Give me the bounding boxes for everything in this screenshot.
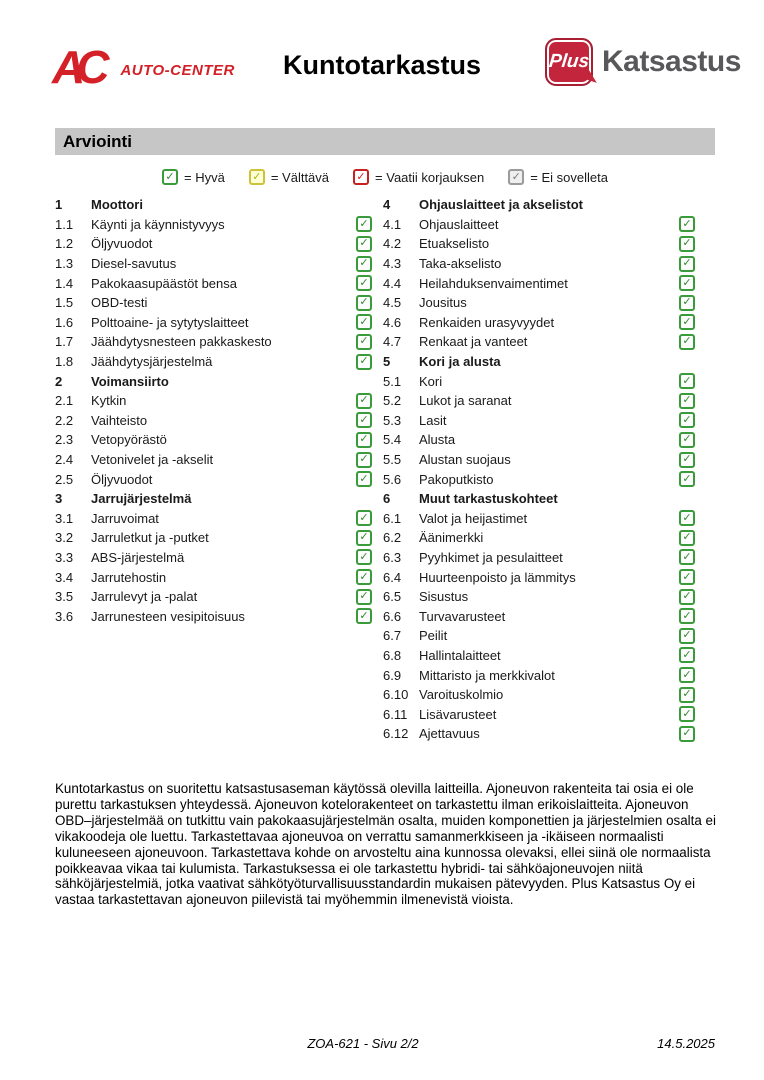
section-title: Moottori bbox=[91, 197, 143, 213]
section-heading-bar bbox=[55, 128, 715, 155]
item-number: 6.11 bbox=[383, 706, 408, 722]
item-number: 1.3 bbox=[55, 256, 74, 272]
status-checkbox-good: ✓ bbox=[679, 608, 695, 624]
checklist-item bbox=[383, 528, 715, 548]
checklist-item bbox=[383, 685, 715, 705]
checklist-item bbox=[383, 450, 715, 470]
status-checkbox-good: ✓ bbox=[356, 216, 372, 232]
legend-item-fair bbox=[249, 169, 329, 185]
item-number: 6.2 bbox=[383, 530, 402, 546]
plus-katsastus-logo bbox=[545, 38, 741, 86]
na-checkbox-icon: ✓ bbox=[508, 169, 524, 185]
status-checkbox-good: ✓ bbox=[679, 295, 695, 311]
checklist-item bbox=[55, 293, 372, 313]
item-label: Alustan suojaus bbox=[419, 452, 511, 468]
item-label: Varoituskolmio bbox=[419, 687, 504, 703]
item-number: 4.3 bbox=[383, 256, 402, 272]
checklist-item bbox=[383, 646, 715, 666]
plus-badge-text: Plus bbox=[547, 51, 591, 72]
item-label: Vaihteisto bbox=[91, 412, 148, 428]
item-label: Jarrutehostin bbox=[91, 569, 167, 585]
status-checkbox-good: ✓ bbox=[679, 549, 695, 565]
item-label: Renkaiden urasyvyydet bbox=[419, 314, 555, 330]
status-checkbox-good: ✓ bbox=[679, 628, 695, 644]
item-label: Polttoaine- ja sytytyslaitteet bbox=[91, 314, 249, 330]
checklist-item bbox=[55, 254, 372, 274]
item-number: 6.3 bbox=[383, 549, 402, 565]
checklist-item bbox=[383, 313, 715, 333]
footer-date: 14.5.2025 bbox=[657, 1036, 715, 1051]
checklist-item bbox=[383, 665, 715, 685]
status-checkbox-good: ✓ bbox=[356, 589, 372, 605]
item-number: 5.3 bbox=[383, 412, 402, 428]
checklist-item bbox=[55, 606, 372, 626]
item-label: Heilahduksenvaimentimet bbox=[419, 275, 568, 291]
status-checkbox-good: ✓ bbox=[679, 275, 695, 291]
status-checkbox-good: ✓ bbox=[679, 236, 695, 252]
section-title: Muut tarkastuskohteet bbox=[419, 491, 558, 507]
checklist-item bbox=[55, 528, 372, 548]
checklist-column-right bbox=[383, 195, 715, 744]
item-number: 6.7 bbox=[383, 628, 402, 644]
checklist-item bbox=[383, 509, 715, 529]
disclaimer-text: Kuntotarkastus on suoritettu katsastusaseman käytössä olevilla laitteilla. Ajoneuvon rakenteita tai osia ei ole purettu tarkastuksen yhteydessä. Ajoneuvon kotelorakenteet on tarkastettu ilman erikoislaitteita. Ajoneuvon OBD–järjestelmää on tutkittu vain pakokaasujärjestelmän osalta, muiden komponettien ja järjestelmien osalta ei vikakoodeja ole luettu. Tarkastettavaa ajoneuvoa on verrattu samanmerkkiseen ja -ikäiseen normaalisti kuluneeseen ajoneuvoon. Tarkastettava kohde on arvosteltu aina kunnossa olevaksi, ellei siinä ole normaalista poikkeavaa vikaa tai kulumista. Tarkastuksessa ei ole tarkastettu hybridi- tai sähköajoneuvojen niitä sähköjärjestelmiä, jotka vaativat sähkötyöturvallisuusstandardin mukaisen pätevyyden. Plus Katsastus Oy ei vastaa tarkastettavan ajoneuvon piilevistä tai myöhemmin ilmenevistä vioista. bbox=[55, 781, 716, 908]
item-label: Ohjauslaitteet bbox=[419, 216, 499, 232]
item-label: Lisävarusteet bbox=[419, 706, 497, 722]
item-label: Renkaat ja vanteet bbox=[419, 334, 528, 350]
item-label: Jäähdytysnesteen pakkaskesto bbox=[91, 334, 272, 350]
item-label: Hallintalaitteet bbox=[419, 647, 501, 663]
item-label: Diesel-savutus bbox=[91, 256, 177, 272]
status-checkbox-good: ✓ bbox=[679, 510, 695, 526]
section-heading: Arviointi bbox=[63, 131, 132, 151]
status-checkbox-good: ✓ bbox=[679, 471, 695, 487]
status-checkbox-good: ✓ bbox=[356, 412, 372, 428]
item-label: Jousitus bbox=[419, 295, 467, 311]
item-number: 4.2 bbox=[383, 236, 402, 252]
item-label: Etuakselisto bbox=[419, 236, 490, 252]
item-number: 4.5 bbox=[383, 295, 402, 311]
status-checkbox-good: ✓ bbox=[356, 275, 372, 291]
item-label: Sisustus bbox=[419, 589, 469, 605]
checklist-section-header bbox=[55, 489, 372, 509]
section-number: 3 bbox=[55, 491, 63, 507]
item-number: 1.4 bbox=[55, 275, 74, 291]
item-label: Taka-akselisto bbox=[419, 256, 502, 272]
item-number: 3.3 bbox=[55, 549, 74, 565]
checklist-item bbox=[55, 587, 372, 607]
item-number: 4.1 bbox=[383, 216, 402, 232]
item-number: 2.2 bbox=[55, 412, 74, 428]
checklist-item bbox=[383, 567, 715, 587]
status-checkbox-good: ✓ bbox=[679, 432, 695, 448]
plus-katsastus-logo-name: Katsastus bbox=[602, 45, 741, 78]
item-label: Pakoputkisto bbox=[419, 471, 494, 487]
section-number: 6 bbox=[383, 491, 391, 507]
item-number: 5.6 bbox=[383, 471, 402, 487]
section-number: 2 bbox=[55, 373, 63, 389]
item-number: 5.5 bbox=[383, 452, 402, 468]
legend-item-repair bbox=[353, 169, 484, 185]
status-checkbox-good: ✓ bbox=[679, 706, 695, 722]
status-checkbox-good: ✓ bbox=[356, 432, 372, 448]
legend-item-good bbox=[162, 169, 225, 185]
status-checkbox-good: ✓ bbox=[356, 569, 372, 585]
item-label: Jarrunesteen vesipitoisuus bbox=[91, 608, 245, 624]
item-number: 6.10 bbox=[383, 687, 409, 703]
item-number: 4.7 bbox=[383, 334, 402, 350]
status-checkbox-good: ✓ bbox=[679, 412, 695, 428]
checklist-item bbox=[383, 391, 715, 411]
item-label: Lukot ja saranat bbox=[419, 393, 512, 409]
status-checkbox-good: ✓ bbox=[679, 530, 695, 546]
checklist-item bbox=[55, 332, 372, 352]
item-number: 2.5 bbox=[55, 471, 74, 487]
item-label: Valot ja heijastimet bbox=[419, 510, 528, 526]
legend-label: = Vaatii korjauksen bbox=[375, 169, 485, 185]
item-label: OBD-testi bbox=[91, 295, 148, 311]
checklist-section-header bbox=[383, 352, 715, 372]
checklist-item bbox=[55, 352, 372, 372]
item-number: 1.7 bbox=[55, 334, 74, 350]
item-label: Ajettavuus bbox=[419, 726, 480, 742]
section-number: 4 bbox=[383, 197, 391, 213]
checklist-item bbox=[383, 411, 715, 431]
status-checkbox-good: ✓ bbox=[679, 452, 695, 468]
item-label: Äänimerkki bbox=[419, 530, 484, 546]
status-checkbox-good: ✓ bbox=[679, 334, 695, 350]
repair-checkbox-icon: ✓ bbox=[353, 169, 369, 185]
checklist-item bbox=[55, 313, 372, 333]
item-label: Kytkin bbox=[91, 393, 127, 409]
item-number: 6.8 bbox=[383, 647, 402, 663]
item-number: 2.4 bbox=[55, 452, 74, 468]
item-number: 6.5 bbox=[383, 589, 402, 605]
status-checkbox-good: ✓ bbox=[679, 726, 695, 742]
checklist-item bbox=[55, 567, 372, 587]
item-number: 1.8 bbox=[55, 354, 74, 370]
checklist-item bbox=[383, 254, 715, 274]
status-checkbox-good: ✓ bbox=[679, 647, 695, 663]
item-number: 6.4 bbox=[383, 569, 402, 585]
section-number: 1 bbox=[55, 197, 63, 213]
status-checkbox-good: ✓ bbox=[679, 216, 695, 232]
status-checkbox-good: ✓ bbox=[356, 314, 372, 330]
checklist bbox=[55, 195, 715, 744]
checklist-item bbox=[383, 606, 715, 626]
checklist-section-header bbox=[383, 195, 715, 215]
item-number: 5.2 bbox=[383, 393, 402, 409]
item-label: ABS-järjestelmä bbox=[91, 549, 185, 565]
checklist-item bbox=[383, 469, 715, 489]
legend-label: = Hyvä bbox=[184, 169, 225, 185]
auto-center-logo-name: AUTO-CENTER bbox=[120, 61, 235, 79]
item-label: Pyyhkimet ja pesulaitteet bbox=[419, 549, 563, 565]
item-label: Käynti ja käynnistyvyys bbox=[91, 216, 225, 232]
checklist-item bbox=[55, 548, 372, 568]
page-title: Kuntotarkastus bbox=[282, 50, 482, 80]
item-label: Huurteenpoisto ja lämmitys bbox=[419, 569, 576, 585]
item-label: Öljyvuodot bbox=[91, 471, 153, 487]
item-number: 3.6 bbox=[55, 608, 74, 624]
item-label: Öljyvuodot bbox=[91, 236, 153, 252]
section-title: Ohjauslaitteet ja akselistot bbox=[419, 197, 584, 213]
status-checkbox-good: ✓ bbox=[356, 236, 372, 252]
item-label: Jarruletkut ja -putket bbox=[91, 530, 209, 546]
footer-page-info: ZOA-621 - Sivu 2/2 bbox=[307, 1036, 419, 1051]
item-number: 1.1 bbox=[55, 216, 74, 232]
item-label: Alusta bbox=[419, 432, 456, 448]
checklist-item bbox=[55, 234, 372, 254]
status-checkbox-good: ✓ bbox=[356, 549, 372, 565]
section-title: Jarrujärjestelmä bbox=[91, 491, 192, 507]
checklist-item bbox=[55, 391, 372, 411]
item-number: 6.1 bbox=[383, 510, 402, 526]
item-label: Turvavarusteet bbox=[419, 608, 506, 624]
checklist-item bbox=[55, 215, 372, 235]
status-checkbox-good: ✓ bbox=[679, 393, 695, 409]
checklist-column-left bbox=[55, 195, 372, 744]
item-label: Peilit bbox=[419, 628, 448, 644]
item-label: Vetopyörästö bbox=[91, 432, 167, 448]
status-checkbox-good: ✓ bbox=[356, 334, 372, 350]
item-number: 6.12 bbox=[383, 726, 409, 742]
good-checkbox-icon: ✓ bbox=[162, 169, 178, 185]
checklist-item bbox=[383, 430, 715, 450]
status-checkbox-good: ✓ bbox=[356, 510, 372, 526]
status-checkbox-good: ✓ bbox=[356, 608, 372, 624]
status-checkbox-good: ✓ bbox=[679, 569, 695, 585]
status-checkbox-good: ✓ bbox=[356, 530, 372, 546]
item-number: 3.5 bbox=[55, 589, 74, 605]
checklist-item bbox=[55, 450, 372, 470]
checklist-item bbox=[383, 724, 715, 744]
legend-label: = Ei sovelleta bbox=[530, 169, 608, 185]
item-label: Vetonivelet ja -akselit bbox=[91, 452, 214, 468]
item-number: 6.6 bbox=[383, 608, 402, 624]
item-number: 1.5 bbox=[55, 295, 74, 311]
status-checkbox-good: ✓ bbox=[679, 667, 695, 683]
status-checkbox-good: ✓ bbox=[356, 452, 372, 468]
section-title: Voimansiirto bbox=[91, 373, 169, 389]
plus-badge-icon bbox=[545, 38, 593, 86]
item-number: 3.1 bbox=[55, 510, 74, 526]
status-checkbox-good: ✓ bbox=[679, 687, 695, 703]
checklist-section-header bbox=[383, 489, 715, 509]
checklist-item bbox=[383, 215, 715, 235]
item-label: Kori bbox=[419, 373, 443, 389]
section-title: Kori ja alusta bbox=[419, 354, 501, 370]
checklist-item bbox=[383, 234, 715, 254]
auto-center-logo-mark: AC bbox=[52, 41, 101, 93]
legend-item-na bbox=[508, 169, 608, 185]
item-number: 5.1 bbox=[383, 373, 402, 389]
checklist-item bbox=[55, 430, 372, 450]
checklist-item bbox=[383, 371, 715, 391]
item-number: 6.9 bbox=[383, 667, 402, 683]
status-checkbox-good: ✓ bbox=[679, 256, 695, 272]
item-number: 4.4 bbox=[383, 275, 402, 291]
item-number: 2.3 bbox=[55, 432, 74, 448]
checklist-item bbox=[55, 411, 372, 431]
checklist-item bbox=[383, 273, 715, 293]
item-label: Jarruvoimat bbox=[91, 510, 159, 526]
item-number: 5.4 bbox=[383, 432, 402, 448]
checklist-item bbox=[55, 509, 372, 529]
checklist-item bbox=[383, 548, 715, 568]
item-label: Jäähdytysjärjestelmä bbox=[91, 354, 213, 370]
item-label: Jarrulevyt ja -palat bbox=[91, 589, 198, 605]
status-checkbox-good: ✓ bbox=[679, 314, 695, 330]
status-checkbox-good: ✓ bbox=[356, 393, 372, 409]
item-number: 1.6 bbox=[55, 314, 74, 330]
section-number: 5 bbox=[383, 354, 391, 370]
checklist-item bbox=[383, 704, 715, 724]
plus-badge-tail bbox=[583, 67, 600, 83]
status-checkbox-good: ✓ bbox=[356, 256, 372, 272]
checklist-item bbox=[383, 332, 715, 352]
status-checkbox-good: ✓ bbox=[679, 373, 695, 389]
item-label: Pakokaasupäästöt bensa bbox=[91, 275, 237, 291]
legend-label: = Välttävä bbox=[270, 169, 330, 185]
checklist-item bbox=[383, 293, 715, 313]
status-legend bbox=[55, 169, 715, 185]
status-checkbox-good: ✓ bbox=[356, 354, 372, 370]
checklist-item bbox=[55, 469, 372, 489]
checklist-section-header bbox=[55, 371, 372, 391]
item-number: 1.2 bbox=[55, 236, 74, 252]
status-checkbox-good: ✓ bbox=[679, 589, 695, 605]
item-label: Lasit bbox=[419, 412, 447, 428]
fair-checkbox-icon: ✓ bbox=[249, 169, 265, 185]
checklist-section-header bbox=[55, 195, 372, 215]
item-number: 4.6 bbox=[383, 314, 402, 330]
checklist-item bbox=[55, 273, 372, 293]
item-number: 2.1 bbox=[55, 393, 74, 409]
item-number: 3.2 bbox=[55, 530, 74, 546]
item-label: Mittaristo ja merkkivalot bbox=[419, 667, 555, 683]
checklist-item bbox=[383, 587, 715, 607]
item-number: 3.4 bbox=[55, 569, 74, 585]
status-checkbox-good: ✓ bbox=[356, 471, 372, 487]
status-checkbox-good: ✓ bbox=[356, 295, 372, 311]
checklist-item bbox=[383, 626, 715, 646]
